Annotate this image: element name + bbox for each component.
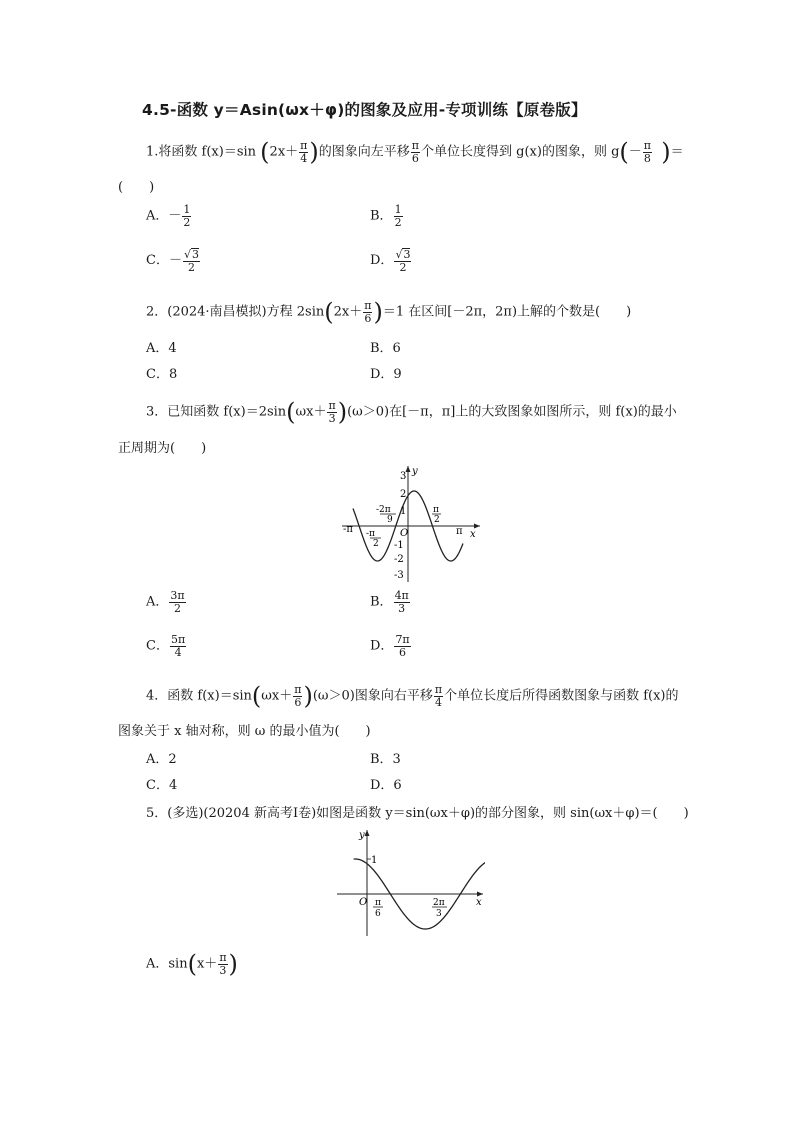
q3-option-b: B． $\frac{4\pi}{3}$ <box>370 589 409 615</box>
q5-option-a: A．sin(x＋ $\frac{\pi}{3}$ ) <box>146 950 238 979</box>
q1-text-6: ＝ <box>670 144 684 160</box>
x-axis-arrow <box>474 524 480 529</box>
x-tick-pi6-num: π <box>375 898 381 908</box>
q1-text-5: － <box>628 144 642 160</box>
y-tick-1: 1 <box>371 855 378 866</box>
q1-fraction-2: $\frac{\pi}{6}$ <box>411 139 420 165</box>
x-tick-half-pi-den: 2 <box>434 515 440 525</box>
x-axis-label: x <box>470 529 476 540</box>
q5-graph <box>335 826 485 938</box>
q1-option-b: B． $\frac{1}{2}$ <box>370 203 402 229</box>
q4-fraction-1: $\frac{\pi}{6}$ <box>294 683 302 709</box>
q2-option-d: D．9 <box>370 367 402 382</box>
question-4-stem: 4．函数 f(x)＝sin(ωx＋ $\frac{\pi}{6}$ )(ω＞0)图象向右平移 $\frac{\pi}{4}$ 个单位长度后所得函数图象与函数 f(x)的 <box>146 682 679 711</box>
q1-text-3: 的图象向左平移 <box>318 144 410 160</box>
x-tick-neg-half-pi-den: 2 <box>373 539 379 549</box>
x-tick-2pi3-den: 3 <box>436 909 442 919</box>
y-tick-1: 1 <box>400 506 407 517</box>
q2-option-a: A．4 <box>146 341 177 356</box>
q1-text-4: 个单位长度得到 g(x)的图象，则 g <box>421 144 620 160</box>
question-2-stem: 2．(2024·南昌模拟)方程 2sin(2x＋ $\frac{\pi}{6}$ )＝1 在区间[－2π，2π)上解的个数是( ) <box>146 298 632 327</box>
q1-option-c: C．－ $\frac{√3}{2}$ <box>146 248 199 274</box>
x-tick-neg-half-pi-num: -π <box>366 529 375 539</box>
q1-text-1: 1.将函数 f(x)＝sin <box>146 144 257 160</box>
x-axis-arrow <box>477 892 483 897</box>
q2-option-b: B．6 <box>370 341 401 356</box>
origin-label: O <box>359 897 368 908</box>
q4-option-d: D．6 <box>370 778 402 793</box>
q4-option-c: C．4 <box>146 778 178 793</box>
q1-fraction-3: $\frac{\pi}{8}$ <box>643 139 652 165</box>
q1-answer-blank: ( ) <box>118 180 155 195</box>
question-3-stem: 3．已知函数 f(x)＝2sin(ωx＋ $\frac{\pi}{3}$ )(ω＞0)在[－π，π]上的大致图象如图所示，则 f(x)的最小 <box>146 398 677 427</box>
q1-fraction-1: $\frac{\pi}{4}$ <box>300 139 308 165</box>
q4-fraction-2: $\frac{\pi}{4}$ <box>434 683 443 709</box>
x-tick-half-pi-num: π <box>433 505 439 515</box>
x-tick-neg-2pi9-num: -2π <box>376 505 391 515</box>
question-1-stem <box>146 138 684 167</box>
q3-option-d: D． $\frac{7\pi}{6}$ <box>370 633 410 659</box>
question-3-stem-line2: 正周期为( ) <box>118 441 207 456</box>
page-title: 4.5-函数 y＝Asin(ωx＋φ)的图象及应用-专项训练【原卷版】 <box>142 101 587 119</box>
x-tick-2pi3-num: 2π <box>433 898 445 908</box>
question-4-stem-line2: 图象关于 x 轴对称，则 ω 的最小值为( ) <box>118 724 371 739</box>
q4-option-a: A．2 <box>146 752 177 767</box>
q4-option-b: B．3 <box>370 752 401 767</box>
y-tick-neg2: -2 <box>394 554 404 565</box>
y-axis-label: y <box>359 830 365 841</box>
y-tick-neg1: -1 <box>394 540 404 551</box>
y-tick-neg3: -3 <box>394 570 404 581</box>
question-5-stem: 5．(多选)(20204 新高考Ⅰ卷)如图是函数 y＝sin(ωx＋φ)的部分图象，则 sin(ωx＋φ)＝( ) <box>146 806 689 821</box>
left-paren: ( <box>260 138 270 167</box>
q3-fraction-1: $\frac{\pi}{3}$ <box>328 399 336 425</box>
q1-option-a: A．－ $\frac{1}{2}$ <box>146 203 191 229</box>
x-axis-label: x <box>476 897 482 908</box>
y-axis-arrow <box>365 830 370 836</box>
x-tick-neg-2pi9-den: 9 <box>387 515 393 525</box>
q3-graph <box>340 462 485 584</box>
y-tick-2: 2 <box>400 489 407 500</box>
q3-option-c: C． $\frac{5\pi}{4}$ <box>146 633 186 659</box>
left-paren: ( <box>619 138 629 167</box>
right-paren: ) <box>661 138 671 167</box>
origin-label: O <box>400 528 409 539</box>
x-tick-pi: π <box>456 526 463 537</box>
q1-text-2: 2x＋ <box>269 144 299 160</box>
y-tick-3: 3 <box>400 471 407 482</box>
q3-option-a: A． $\frac{3\pi}{2}$ <box>146 589 185 615</box>
q2-fraction-1: $\frac{\pi}{6}$ <box>364 299 372 325</box>
q1-option-d: D． $\frac{√3}{2}$ <box>370 248 411 274</box>
right-paren: ) <box>309 138 319 167</box>
q2-option-c: C．8 <box>146 367 178 382</box>
x-tick-neg-pi: -π <box>343 524 353 535</box>
y-axis-label: y <box>412 466 418 477</box>
x-tick-pi6-den: 6 <box>375 909 381 919</box>
